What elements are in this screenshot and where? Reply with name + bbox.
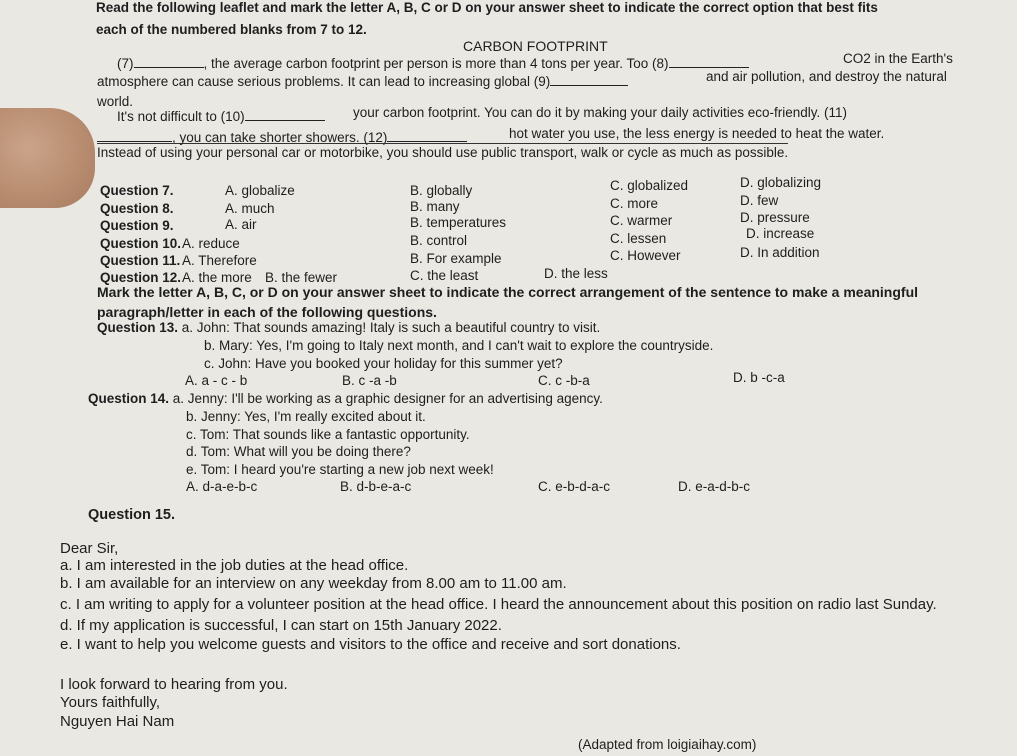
q14-option-d: D. e-a-d-b-c — [678, 479, 751, 494]
q14-line-e: e. Tom: I heard you're starting a new job next week! — [186, 462, 494, 477]
q13-line-c: c. John: Have you booked your holiday for this summer yet? — [204, 356, 563, 371]
q12-option-b: B. the fewer — [265, 270, 338, 285]
q14-option-c: C. e-b-d-a-c — [538, 479, 611, 494]
instruction-top-line1: Read the following leaflet and mark the letter A, B, C or D on your answer sheet to indicate the correct option that best fits — [96, 0, 878, 15]
q7-option-b: B. globally — [410, 183, 473, 198]
source-credit: (Adapted from loigiaihay.com) — [578, 737, 757, 752]
letter-sign-off: Yours faithfully, — [60, 694, 161, 711]
q13-option-d: D. b -c-a — [733, 370, 785, 385]
q12-option-c: C. the least — [410, 268, 479, 283]
instruction-mid-line2: paragraph/letter in each of the following questions. — [97, 304, 437, 320]
q7-option-d: D. globalizing — [740, 175, 822, 190]
q7-option-a: A. globalize — [225, 183, 295, 198]
blank-11 — [97, 129, 172, 142]
q11-label: Question 11. — [100, 253, 181, 268]
blank-7-label: (7) — [117, 56, 134, 71]
passage-line-2-end: and air pollution, and destroy the natural — [706, 69, 947, 84]
q14-line-d: d. Tom: What will you be doing there? — [186, 444, 411, 459]
letter-greeting: Dear Sir, — [60, 540, 119, 557]
passage-line-4: It's not difficult to (10) — [117, 108, 325, 125]
q14-option-b: B. d-b-e-a-c — [340, 479, 412, 494]
passage-line-1: (7) , the average carbon footprint per person is more than 4 tons per year. Too (8) — [117, 55, 749, 72]
blank-12 — [387, 129, 467, 142]
q15-line-a: a. I am interested in the job duties at the head office. — [60, 557, 409, 574]
blank-10 — [245, 108, 325, 121]
q9-label: Question 9. — [100, 218, 174, 233]
q12-label: Question 12. — [100, 270, 182, 285]
q9-option-a: A. air — [225, 217, 257, 232]
q14-line-c: c. Tom: That sounds like a fantastic opportunity. — [186, 427, 470, 442]
passage-line-4-end: your carbon footprint. You can do it by making your daily activities eco-friendly. (11) — [353, 105, 848, 120]
leaflet-title: CARBON FOOTPRINT — [463, 38, 608, 54]
q14-option-a: A. d-a-e-b-c — [186, 479, 258, 494]
q12-option-d: D. the less — [544, 266, 608, 281]
passage-line-5: , you can take shorter showers. (12) — [97, 129, 467, 146]
q13-label: Question 13. — [97, 320, 179, 335]
q8-label: Question 8. — [100, 201, 174, 216]
blank-9 — [550, 73, 628, 86]
q7-label: Question 7. — [100, 183, 174, 198]
q11-option-b: B. For example — [410, 251, 502, 266]
instruction-top-line2: each of the numbered blanks from 7 to 12. — [96, 22, 367, 37]
q9-option-c: C. warmer — [610, 213, 673, 228]
q15-line-b: b. I am available for an interview on any weekday from 8.00 am to 11.00 am. — [60, 575, 567, 592]
q10-option-c: C. lessen — [610, 231, 667, 246]
q10-option-b: B. control — [410, 233, 468, 248]
passage-line-2: atmosphere can cause serious problems. It can lead to increasing global (9) — [97, 73, 628, 90]
passage-line-6: Instead of using your personal car or motorbike, you should use public transport, walk or cycle as much as possible. — [97, 145, 789, 160]
letter-closing-line: I look forward to hearing from you. — [60, 676, 288, 693]
q8-option-a: A. much — [225, 201, 275, 216]
q13-option-a: A. a - c - b — [185, 373, 248, 388]
q13-option-c: C. c -b-a — [538, 373, 590, 388]
q15-label: Question 15. — [88, 507, 176, 523]
q14-label: Question 14. — [88, 391, 170, 406]
q8-option-d: D. few — [740, 193, 779, 208]
blank-7 — [134, 55, 204, 68]
q15-line-c: c. I am writing to apply for a volunteer position at the head office. I heard the announcement about this position on radio last Sunday. — [60, 596, 937, 613]
q15-line-d: d. If my application is successful, I can start on 15th January 2022. — [60, 617, 502, 634]
q13-line-b: b. Mary: Yes, I'm going to Italy next month, and I can't wait to explore the countryside. — [204, 338, 714, 353]
q9-option-b: B. temperatures — [410, 215, 507, 230]
q13-option-b: B. c -a -b — [342, 373, 397, 388]
thumb-photo-artifact — [0, 108, 95, 208]
q10-label: Question 10. — [100, 236, 182, 251]
q11-option-c: C. However — [610, 248, 681, 263]
q14-line-a: Question 14. a. Jenny: I'll be working as a graphic designer for an advertising agency. — [88, 391, 603, 406]
q11-option-a: A. Therefore — [182, 253, 257, 268]
q10-option-d: D. increase — [746, 226, 815, 241]
passage-line-5-end: hot water you use, the less energy is needed to heat the water. — [509, 126, 885, 141]
q15-line-e: e. I want to help you welcome guests and visitors to the office and receive and sort donations. — [60, 636, 681, 653]
q10-option-a: A. reduce — [182, 236, 240, 251]
q7-option-c: C. globalized — [610, 178, 689, 193]
instruction-mid-line1: Mark the letter A, B, C, or D on your answer sheet to indicate the correct arrangement of the sentence to make a meaningful — [97, 284, 919, 300]
passage-line-3: world. — [97, 94, 134, 109]
q12-option-a: A. the more — [182, 270, 252, 285]
blank-8 — [669, 55, 749, 68]
q9-option-d: D. pressure — [740, 210, 810, 225]
q8-option-b: B. many — [410, 199, 460, 214]
letter-signature: Nguyen Hai Nam — [60, 713, 175, 730]
passage-line-1-end: CO2 in the Earth's — [843, 51, 953, 66]
q13-line-a: Question 13. a. John: That sounds amazing! Italy is such a beautiful country to visit. — [97, 320, 601, 335]
q8-option-c: C. more — [610, 196, 659, 211]
q14-line-b: b. Jenny: Yes, I'm really excited about it. — [186, 409, 426, 424]
q11-option-d: D. In addition — [740, 245, 820, 260]
